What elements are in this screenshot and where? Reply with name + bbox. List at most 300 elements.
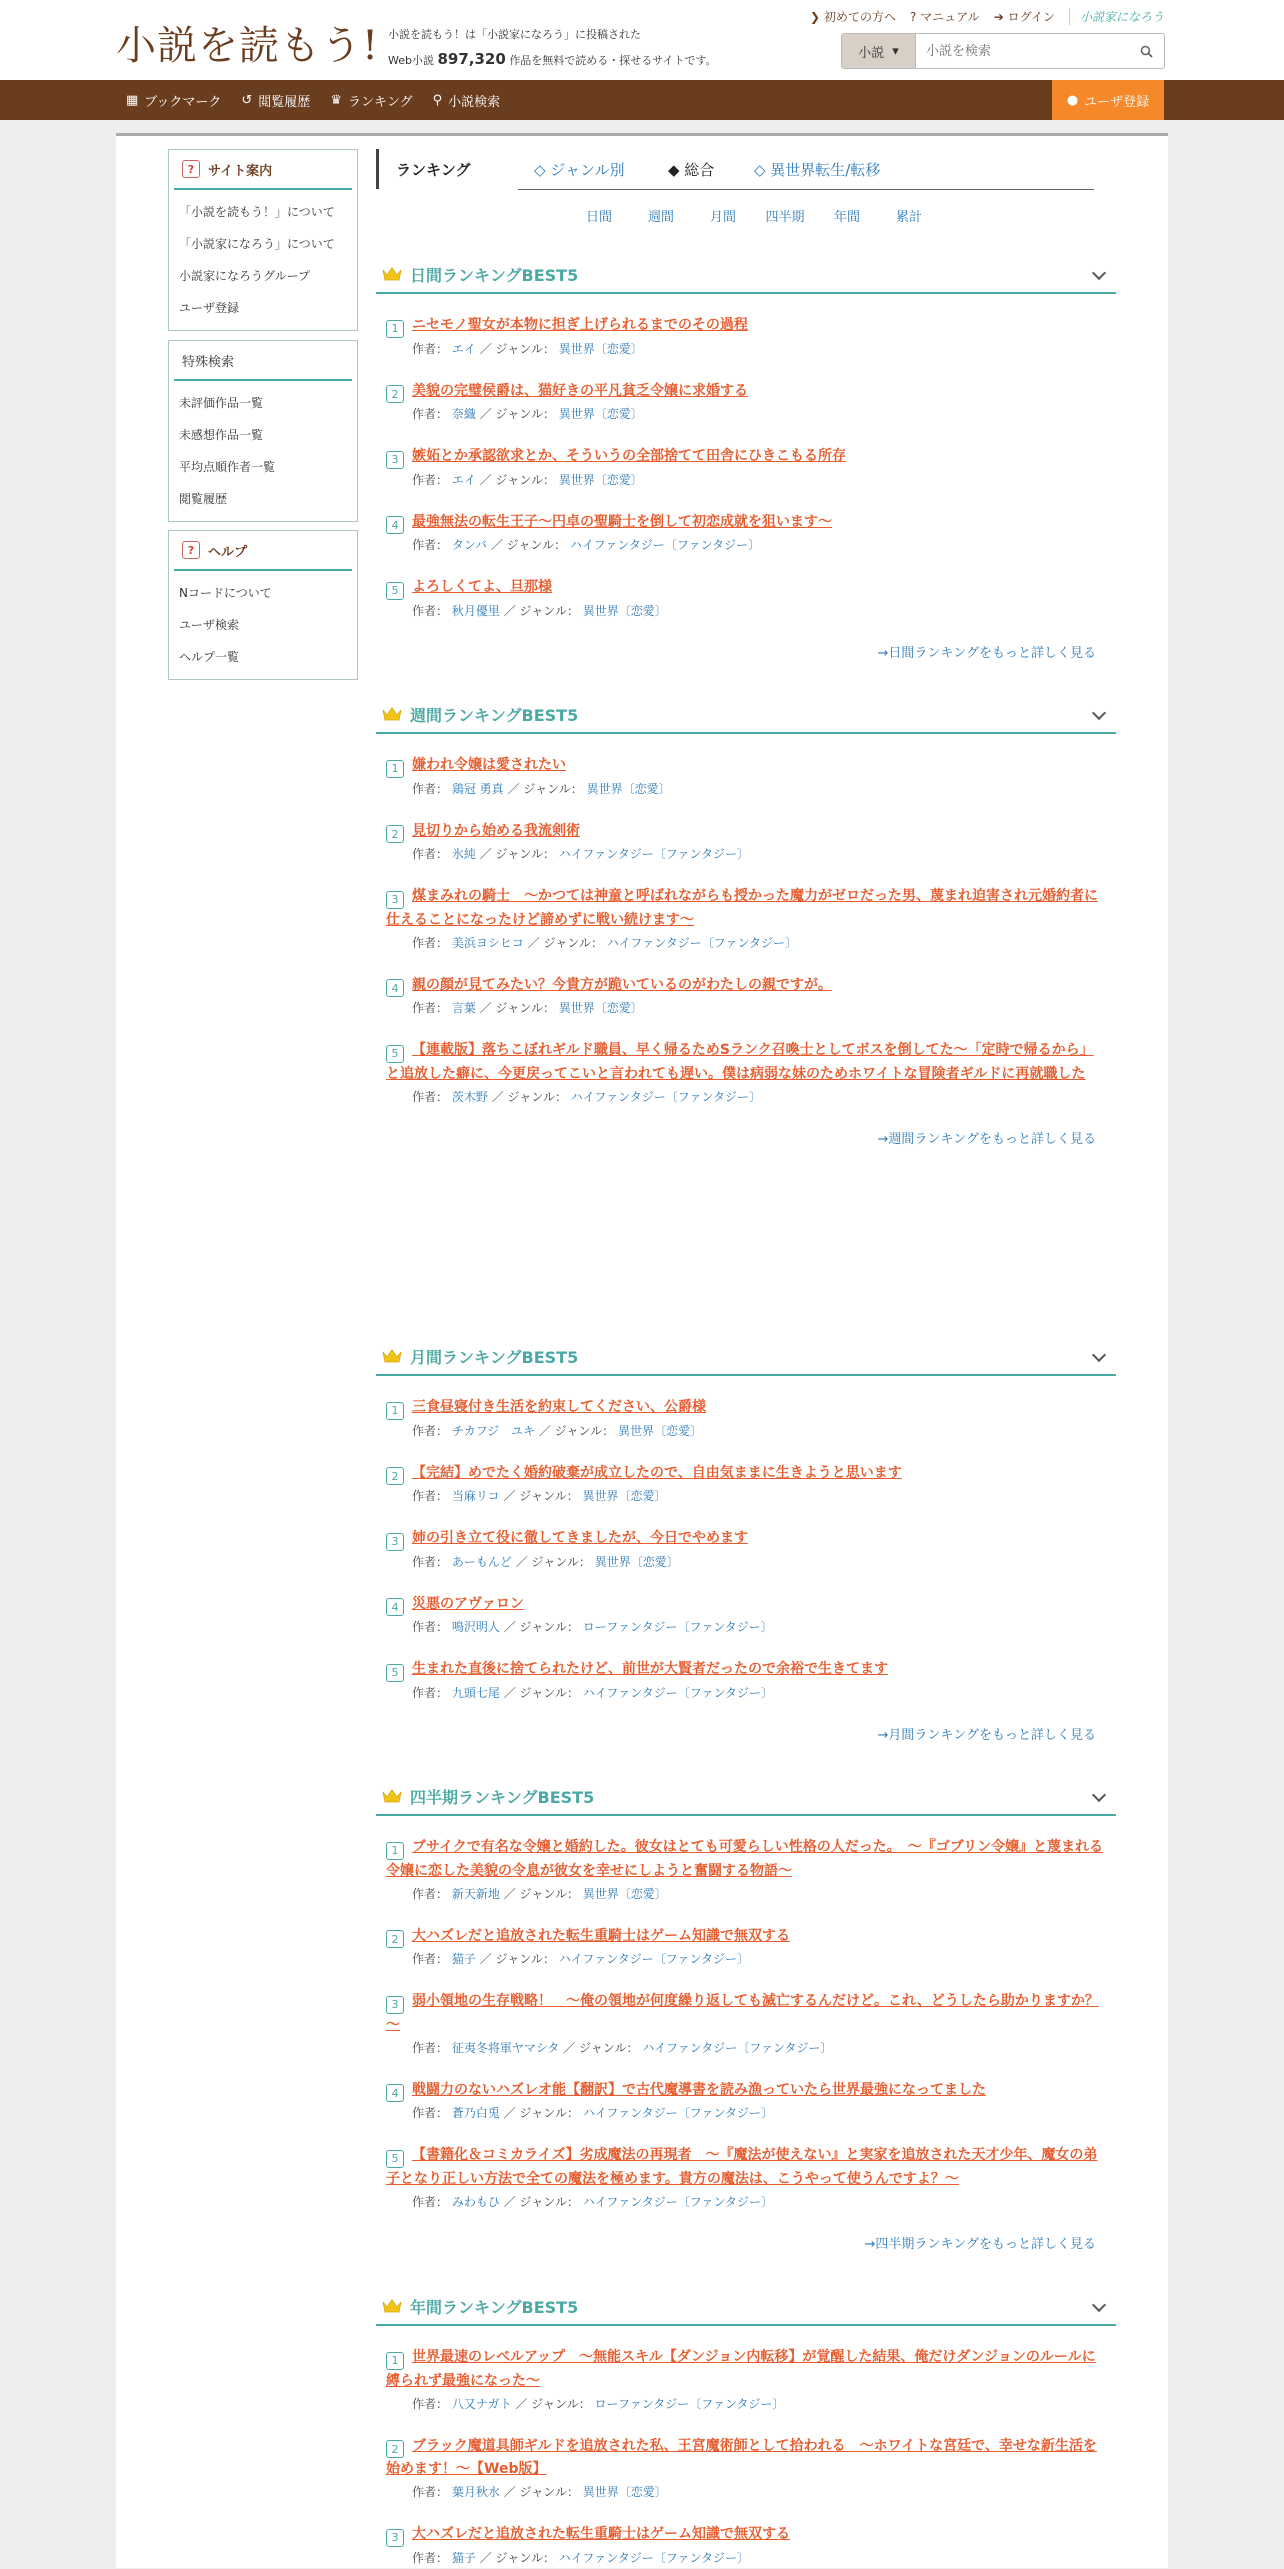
- genre-label: ／ ジャンル：: [479, 341, 555, 356]
- crown-icon: [382, 2298, 402, 2314]
- author-link[interactable]: 言葉: [451, 1001, 476, 1015]
- manual-link[interactable]: [910, 8, 980, 25]
- nav-bookmark-label: ブックマーク: [144, 94, 222, 110]
- rank-number: 4: [386, 2084, 404, 2102]
- period-yearly[interactable]: 年間: [833, 210, 860, 225]
- ranking-section: [376, 696, 1116, 1147]
- sidebar-item-user-search[interactable]: ユーザ検索: [179, 618, 240, 632]
- work-meta: [386, 2038, 1106, 2059]
- sidebar-item-about-narou[interactable]: 「小説家になろう」について: [179, 237, 335, 251]
- genre-link[interactable]: 異世界〔恋愛〕: [594, 1554, 679, 1569]
- login-icon: ➔: [993, 10, 1004, 24]
- more-ranking-link[interactable]: →週間ランキングをもっと詳しく見る: [877, 1131, 1096, 1147]
- author-link[interactable]: エイ: [451, 472, 476, 487]
- chevron-down-icon[interactable]: [1092, 2298, 1106, 2312]
- ranking-item: [376, 1836, 1116, 1905]
- ranking-item: [376, 445, 1116, 491]
- site-description: [388, 22, 717, 73]
- chevron-down-icon[interactable]: [1092, 1348, 1106, 1362]
- rank-number: 2: [386, 825, 404, 843]
- chevron-down-icon[interactable]: [1092, 706, 1106, 720]
- work-title: 生まれた直後に捨てられたけど、前世が大賢者だったので余裕で生きてます: [412, 1661, 888, 1677]
- genre-link[interactable]: ハイファンタジー〔ファンタジー〕: [606, 935, 797, 950]
- crown-icon: [382, 1348, 402, 1364]
- section-title: 週間ランキングBEST5: [410, 705, 579, 725]
- section-header[interactable]: [376, 1778, 1116, 1816]
- work-title-link[interactable]: [386, 314, 1106, 338]
- more-ranking-link[interactable]: →四半期ランキングをもっと詳しく見る: [864, 2236, 1096, 2252]
- work-meta: [386, 844, 1106, 865]
- author-link[interactable]: 葉月秋水: [451, 2485, 500, 2499]
- more-ranking-link[interactable]: →日間ランキングをもっと詳しく見る: [877, 645, 1096, 661]
- work-meta: [386, 1486, 1106, 1507]
- author-label: 作者：: [412, 2485, 449, 2499]
- sidebar-item-help-list[interactable]: ヘルプ一覧: [179, 650, 240, 664]
- work-title-link[interactable]: [386, 2435, 1106, 2482]
- nav-ranking-label: ランキング: [347, 94, 413, 110]
- work-title: ブラック魔道具師ギルドを追放された私、王宮魔術師として拾われる ～ホワイトな宮廷で、幸せな新生活を始めます！～【Web版】: [386, 2437, 1097, 2477]
- rank-number: 2: [386, 2440, 404, 2458]
- author-label: 作者：: [412, 847, 449, 861]
- ranking-item: [376, 1925, 1116, 1971]
- work-title-link[interactable]: [386, 1836, 1106, 1883]
- work-title: よろしくてよ、旦那様: [412, 579, 552, 595]
- ranking-item: [376, 1396, 1116, 1442]
- work-title-link[interactable]: [386, 511, 1106, 535]
- author-link[interactable]: あーもんど: [451, 1554, 512, 1569]
- ranking-section: [376, 256, 1116, 661]
- work-title-link[interactable]: [386, 754, 1106, 778]
- author-link[interactable]: 鳴沢明人: [451, 1620, 500, 1634]
- genre-label: ／ ジャンル：: [479, 2550, 555, 2565]
- ranking-item: [376, 1593, 1116, 1639]
- nav-history[interactable]: [241, 91, 310, 110]
- work-title: 【連載版】落ちこぼれギルド職員、早く帰るためSランク召喚士としてボスを倒してた～「定時で帰るから」と追放した癖に、今更戻ってこいと言われても遅い。僕は病弱な妹のためホワイトな冒険者ギルドに再就職した: [386, 1042, 1094, 1082]
- ranking-item: [376, 1527, 1116, 1573]
- ranking-item: [376, 885, 1116, 954]
- work-title-link[interactable]: [386, 2523, 1106, 2547]
- rank-number: 1: [386, 1842, 404, 1860]
- ranking-item: [376, 1462, 1116, 1508]
- author-link[interactable]: 美浜ヨシヒコ: [451, 935, 524, 950]
- rank-number: 3: [386, 451, 404, 469]
- rank-number: 5: [386, 2150, 404, 2168]
- bookmark-icon: ▦: [126, 92, 139, 108]
- work-meta: [386, 2103, 1106, 2124]
- sidebar-item-group[interactable]: 小説家になろうグループ: [179, 269, 311, 283]
- rank-number: 2: [386, 1467, 404, 1485]
- author-label: 作者：: [412, 1089, 449, 1104]
- author-link[interactable]: 当麻リコ: [451, 1489, 500, 1503]
- author-link[interactable]: 蒼乃白兎: [451, 2106, 500, 2120]
- section-header[interactable]: [376, 1338, 1116, 1376]
- nav-search[interactable]: [433, 91, 501, 110]
- genre-link[interactable]: ハイファンタジー〔ファンタジー〕: [569, 538, 761, 552]
- work-title-link[interactable]: [386, 1039, 1106, 1086]
- desc-suffix: 作品を無料で読める・探せるサイトです。: [509, 54, 717, 67]
- rank-number: 1: [386, 1402, 404, 1420]
- work-title-link[interactable]: [386, 380, 1106, 404]
- section-title: 年間ランキングBEST5: [410, 2297, 579, 2317]
- sidebar-item-ncode[interactable]: Nコードについて: [179, 586, 272, 600]
- work-meta: [386, 470, 1106, 491]
- desc-line-2: [388, 47, 717, 73]
- work-title-link[interactable]: [386, 1658, 1106, 1682]
- main-wrap: [116, 133, 1168, 2568]
- desc-line-1: 小説を読もう！は「小説家になろう」に投稿された: [388, 28, 641, 41]
- chevron-down-icon[interactable]: [1092, 1788, 1106, 1802]
- genre-label: ／ ジャンル：: [503, 1489, 579, 1503]
- work-title-link[interactable]: [386, 576, 1106, 600]
- work-title: 美貌の完璧侯爵は、猫好きの平凡貧乏令嬢に求婚する: [412, 382, 748, 399]
- genre-link[interactable]: 異世界〔恋愛〕: [586, 781, 671, 796]
- author-label: 作者：: [412, 2040, 449, 2055]
- genre-link[interactable]: ハイファンタジー〔ファンタジー〕: [570, 1089, 761, 1104]
- genre-label: ／ ジャンル：: [479, 407, 555, 421]
- genre-label: ／ ジャンル：: [479, 472, 555, 487]
- work-meta: [386, 779, 1106, 800]
- author-link[interactable]: 猫子: [451, 1952, 476, 1966]
- work-meta: [386, 1884, 1106, 1905]
- work-meta: [386, 1949, 1106, 1970]
- rank-number: 5: [386, 582, 404, 600]
- search-bar: [841, 33, 1165, 69]
- sidebar-special: [168, 340, 358, 522]
- manual-label: マニュアル: [920, 10, 980, 24]
- ranking-item: [376, 1990, 1116, 2059]
- period-total[interactable]: 累計: [895, 210, 922, 225]
- ranking-section: [376, 2288, 1116, 2569]
- sidebar-help: [168, 530, 358, 680]
- work-meta: [386, 339, 1106, 360]
- ranking-item: [376, 380, 1116, 426]
- register-button[interactable]: [1052, 80, 1164, 120]
- sidebar-guide: [168, 149, 358, 331]
- ranking-item: [376, 2079, 1116, 2125]
- work-meta: [386, 2548, 1106, 2569]
- sidebar-item-history[interactable]: 閲覧履歴: [179, 492, 228, 506]
- work-meta: [386, 933, 1106, 954]
- work-title: 大ハズレだと追放された転生重騎士はゲーム知識で無双する: [412, 1927, 790, 1944]
- question-icon: ?: [909, 10, 917, 24]
- section-header[interactable]: [376, 256, 1116, 294]
- genre-label: ／ ジャンル：: [503, 2106, 579, 2120]
- genre-label: ／ ジャンル：: [503, 1685, 579, 1700]
- genre-label: ／ ジャンル：: [563, 2040, 639, 2055]
- sidebar-item-no-review[interactable]: 未感想作品一覧: [179, 428, 264, 442]
- author-link[interactable]: 九頭七尾: [451, 1685, 500, 1700]
- work-title: 見切りから始める我流剣術: [412, 822, 580, 839]
- work-title-link[interactable]: [386, 885, 1106, 932]
- work-title: 三食昼寝付き生活を約束してください、公爵様: [412, 1399, 706, 1415]
- book-icon: ❯: [810, 10, 821, 24]
- crown-icon: ♛: [330, 92, 342, 108]
- rank-number: 2: [386, 1930, 404, 1948]
- work-title: 煤まみれの騎士 ～かつては神童と呼ばれながらも授かった魔力がゼロだった男、蔑まれ迫害され元婚約者に仕えることになったけど諦めずに戦い続けます～: [386, 888, 1098, 928]
- work-title: 戦闘力のないハズレオ能【翻訳】で古代魔導書を読み漁っていたら世界最強になってました: [412, 2081, 986, 2098]
- work-title-link[interactable]: [386, 1990, 1106, 2037]
- work-title-link[interactable]: [386, 1593, 1106, 1617]
- sidebar-item-register[interactable]: ユーザ登録: [179, 301, 240, 315]
- genre-link[interactable]: 異世界〔恋愛〕: [558, 407, 643, 421]
- work-title: ニセモノ聖女が本物に担ぎ上げられるまでのその過程: [412, 317, 748, 333]
- work-meta: [386, 404, 1106, 425]
- site-header: [0, 0, 1284, 80]
- rank-number: 4: [386, 516, 404, 534]
- author-link[interactable]: 新天新地: [451, 1886, 500, 1901]
- genre-link[interactable]: 異世界〔恋愛〕: [618, 1423, 703, 1438]
- chevron-down-icon[interactable]: [1092, 266, 1106, 280]
- work-meta: [386, 601, 1106, 622]
- ranking-tabs: [376, 149, 1094, 189]
- author-label: 作者：: [412, 1489, 449, 1503]
- author-label: 作者：: [412, 935, 449, 950]
- work-title: 【書籍化＆コミカライズ】劣成魔法の再現者 ～『魔法が使えない』と実家を追放された天才少年、魔女の弟子となり正しい方法で全ての魔法を極めます。貴方の魔法は、こうやって使うんですよ？～: [386, 2147, 1098, 2187]
- work-meta: [386, 2192, 1106, 2213]
- author-label: 作者：: [412, 2106, 449, 2120]
- genre-link[interactable]: 異世界〔恋愛〕: [582, 603, 667, 618]
- work-title-link[interactable]: [386, 1462, 1106, 1486]
- work-meta: [386, 2394, 1106, 2415]
- genre-link[interactable]: 異世界〔恋愛〕: [582, 2485, 667, 2499]
- nav-search-label: 小説検索: [448, 94, 501, 110]
- genre-label: ／ ジャンル：: [507, 781, 583, 796]
- more-ranking-link[interactable]: →月間ランキングをもっと詳しく見る: [877, 1727, 1096, 1743]
- genre-label: ／ ジャンル：: [491, 1089, 567, 1104]
- question-icon: ?: [182, 160, 200, 178]
- search-type-select[interactable]: [842, 34, 916, 68]
- genre-link[interactable]: ハイファンタジー〔ファンタジー〕: [582, 1685, 773, 1700]
- login-label: ログイン: [1007, 10, 1055, 24]
- ranking-item: [376, 314, 1116, 360]
- genre-link[interactable]: ハイファンタジー〔ファンタジー〕: [558, 847, 749, 861]
- genre-label: ／ ジャンル：: [538, 1423, 615, 1438]
- history-icon: ↺: [241, 92, 253, 108]
- work-title: 最強無法の転生王子～円卓の聖騎士を倒して初恋成就を狙います～: [412, 513, 832, 530]
- ranking-item: [376, 511, 1116, 557]
- rank-number: 2: [386, 385, 404, 403]
- work-title-link[interactable]: [386, 2144, 1106, 2191]
- period-monthly[interactable]: 月間: [709, 210, 736, 225]
- author-label: 作者：: [412, 2194, 449, 2209]
- genre-label: ／ ジャンル：: [503, 603, 579, 618]
- genre-link[interactable]: 異世界〔恋愛〕: [558, 1001, 643, 1015]
- question-icon: ?: [182, 541, 200, 559]
- period-quarterly[interactable]: 四半期: [765, 210, 805, 225]
- work-meta: [386, 1087, 1106, 1108]
- work-title: 【完結】めでたく婚約破棄が成立したので、自由気ままに生きようと思います: [412, 1464, 902, 1481]
- work-title: 姉の引き立て役に徹してきましたが、今日でやめます: [412, 1530, 748, 1546]
- author-label: 作者：: [412, 1952, 449, 1966]
- genre-label: ／ ジャンル：: [515, 1554, 591, 1569]
- search-type-value: 小説: [858, 45, 885, 61]
- author-link[interactable]: 氷純: [451, 847, 476, 861]
- author-link[interactable]: タンバ: [451, 538, 488, 552]
- search-icon: ⚲: [432, 92, 443, 108]
- author-link[interactable]: 奈織: [451, 407, 476, 421]
- ranking-heading: ランキング: [396, 161, 471, 179]
- tab-isekai[interactable]: ◇ 異世界転生/転移: [754, 161, 881, 179]
- ranking-item: [376, 754, 1116, 800]
- author-label: 作者：: [412, 1620, 449, 1634]
- genre-link[interactable]: 異世界〔恋愛〕: [558, 341, 643, 356]
- work-title-link[interactable]: [386, 1925, 1106, 1949]
- rank-number: 4: [386, 1598, 404, 1616]
- work-meta: [386, 535, 1106, 556]
- tab-overall[interactable]: ◆ 総合: [668, 161, 715, 179]
- work-title-link[interactable]: [386, 1527, 1106, 1551]
- period-links: [568, 206, 940, 225]
- author-label: 作者：: [412, 603, 449, 618]
- crown-icon: [382, 706, 402, 722]
- work-meta: [386, 1617, 1106, 1638]
- author-link[interactable]: 猫子: [451, 2550, 476, 2565]
- period-weekly[interactable]: 週間: [647, 210, 674, 225]
- work-meta: [386, 998, 1106, 1019]
- author-link[interactable]: 八又ナガト: [451, 2396, 512, 2411]
- author-label: 作者：: [412, 538, 449, 552]
- author-link[interactable]: 茨木野: [451, 1089, 488, 1104]
- first-time-label: 初めての方へ: [823, 10, 896, 24]
- section-title: 日間ランキングBEST5: [410, 265, 579, 285]
- logo-mark: !: [362, 23, 380, 69]
- work-title: 世界最速のレベルアップ ～無能スキル【ダンジョン内転移】が覚醒した結果、俺だけダンジョンのルールに縛られず最強になった～: [386, 2349, 1096, 2389]
- work-title-link[interactable]: [386, 1396, 1106, 1420]
- tab-genre[interactable]: ◇ ジャンル別: [534, 161, 625, 179]
- help-title-text: ヘルプ: [208, 544, 248, 560]
- rank-number: 1: [386, 2352, 404, 2370]
- rank-number: 3: [386, 891, 404, 909]
- chevron-down-icon: ▾: [892, 43, 899, 59]
- nav-history-label: 閲覧履歴: [258, 94, 311, 110]
- section-header[interactable]: [376, 696, 1116, 734]
- narou-brand-link[interactable]: 小説家になろう: [1069, 8, 1164, 25]
- author-label: 作者：: [412, 407, 449, 421]
- sidebar-item-about-yomou[interactable]: 「小説を読もう！」について: [179, 205, 335, 219]
- nav-bookmark[interactable]: [126, 91, 221, 110]
- author-label: 作者：: [412, 1886, 449, 1901]
- author-label: 作者：: [412, 1001, 449, 1015]
- site-logo[interactable]: [116, 14, 379, 71]
- user-icon: ●: [1066, 92, 1079, 108]
- rank-number: 3: [386, 2529, 404, 2547]
- ranking-item: [376, 2523, 1116, 2569]
- genre-link[interactable]: ローファンタジー〔ファンタジー〕: [594, 2396, 785, 2411]
- work-meta: [386, 1552, 1106, 1573]
- genre-link[interactable]: 異世界〔恋愛〕: [558, 472, 643, 487]
- genre-link[interactable]: ハイファンタジー〔ファンタジー〕: [582, 2106, 773, 2120]
- work-title-link[interactable]: [386, 2346, 1106, 2393]
- main-nav: [0, 80, 1284, 120]
- ranking-section: [376, 1778, 1116, 2252]
- section-header[interactable]: [376, 2288, 1116, 2326]
- desc-prefix: Web小説: [388, 54, 434, 67]
- sidebar-help-title: [174, 531, 352, 571]
- rank-number: 1: [386, 320, 404, 338]
- rank-number: 1: [386, 760, 404, 778]
- crown-icon: [382, 1788, 402, 1804]
- author-link[interactable]: 秋月優里: [451, 603, 500, 618]
- genre-link[interactable]: 異世界〔恋愛〕: [582, 1886, 667, 1901]
- genre-link[interactable]: ハイファンタジー〔ファンタジー〕: [558, 1952, 749, 1966]
- sidebar-special-title: 特殊検索: [174, 341, 352, 381]
- work-title: 親の顔が見てみたい？今貴方が跪いているのがわたしの親ですが。: [412, 976, 832, 993]
- work-title-link[interactable]: [386, 2079, 1106, 2103]
- author-link[interactable]: 鶏冠 勇真: [451, 781, 504, 796]
- work-title-link[interactable]: [386, 445, 1106, 469]
- genre-label: ／ ジャンル：: [490, 538, 567, 552]
- genre-label: ／ ジャンル：: [479, 1001, 555, 1015]
- work-title-link[interactable]: [386, 820, 1106, 844]
- work-title: 弱小領地の生存戦略！ ～俺の領地が何度繰り返しても滅亡するんだけど。これ、どうしたら助かりますか？～: [386, 1993, 1099, 2033]
- genre-label: ／ ジャンル：: [503, 2485, 579, 2499]
- crown-icon: [382, 266, 402, 282]
- work-meta: [386, 2482, 1106, 2503]
- work-meta: [386, 1421, 1106, 1442]
- author-label: 作者：: [412, 1423, 449, 1438]
- section-title: 四半期ランキングBEST5: [410, 1787, 595, 1807]
- ranking-item: [376, 2435, 1116, 2504]
- ranking-item: [376, 1039, 1116, 1108]
- genre-label: ／ ジャンル：: [515, 2396, 591, 2411]
- sidebar-guide-title: [174, 150, 352, 190]
- tab-bar-accent: [376, 149, 379, 189]
- work-title-link[interactable]: [386, 974, 1106, 998]
- ranking-item: [376, 974, 1116, 1020]
- author-label: 作者：: [412, 2396, 449, 2411]
- work-count: 897,320: [437, 50, 506, 68]
- author-label: 作者：: [412, 2550, 449, 2565]
- work-title: ブサイクで有名な令嬢と婚約した。彼女はとても可愛らしい性格の人だった。 ～『ゴブリン令嬢』と蔑まれる令嬢に恋した美貌の令息が彼女を幸せにしようと奮闘する物語～: [386, 1839, 1104, 1879]
- genre-label: ／ ジャンル：: [503, 2194, 579, 2209]
- author-link[interactable]: エイ: [451, 341, 476, 356]
- period-daily[interactable]: 日間: [585, 210, 612, 225]
- nav-ranking[interactable]: [330, 91, 412, 110]
- genre-label: ／ ジャンル：: [503, 1886, 579, 1901]
- genre-link[interactable]: ハイファンタジー〔ファンタジー〕: [642, 2040, 833, 2055]
- top-links: [810, 8, 1164, 25]
- rank-number: 4: [386, 979, 404, 997]
- register-label: ユーザ登録: [1084, 94, 1150, 110]
- search-input[interactable]: [916, 34, 1128, 68]
- author-label: 作者：: [412, 1554, 449, 1569]
- rank-number: 5: [386, 1664, 404, 1682]
- author-label: 作者：: [412, 781, 449, 796]
- genre-link[interactable]: ハイファンタジー〔ファンタジー〕: [582, 2194, 773, 2209]
- genre-link[interactable]: ハイファンタジー〔ファンタジー〕: [558, 2550, 749, 2565]
- work-title: 災悪のアヴァロン: [412, 1595, 524, 1612]
- ranking-item: [376, 1658, 1116, 1704]
- first-time-link[interactable]: [810, 8, 896, 25]
- work-title: 嫌われ令嬢は愛されたい: [412, 757, 566, 773]
- sidebar-item-unrated[interactable]: 未評価作品一覧: [179, 396, 264, 410]
- rank-number: 5: [386, 1045, 404, 1063]
- genre-link[interactable]: ローファンタジー〔ファンタジー〕: [582, 1620, 773, 1634]
- author-link[interactable]: みわもひ: [451, 2194, 500, 2209]
- genre-label: ／ ジャンル：: [479, 847, 555, 861]
- logo-text: 小説を読もう: [116, 23, 362, 69]
- genre-link[interactable]: 異世界〔恋愛〕: [582, 1489, 667, 1503]
- search-button[interactable]: [1128, 34, 1164, 68]
- author-link[interactable]: チカフジ ユキ: [451, 1423, 536, 1438]
- genre-label: ／ ジャンル：: [527, 935, 603, 950]
- genre-label: ／ ジャンル：: [503, 1620, 579, 1634]
- work-title: 嫉妬とか承認欲求とか、そういうの全部捨てて田舎にひきこもる所存: [412, 448, 846, 464]
- sidebar-item-avg-authors[interactable]: 平均点順作者一覧: [179, 460, 276, 474]
- login-link[interactable]: [994, 8, 1055, 25]
- rank-number: 3: [386, 1533, 404, 1551]
- author-link[interactable]: 征夷冬将軍ヤマシタ: [451, 2040, 560, 2055]
